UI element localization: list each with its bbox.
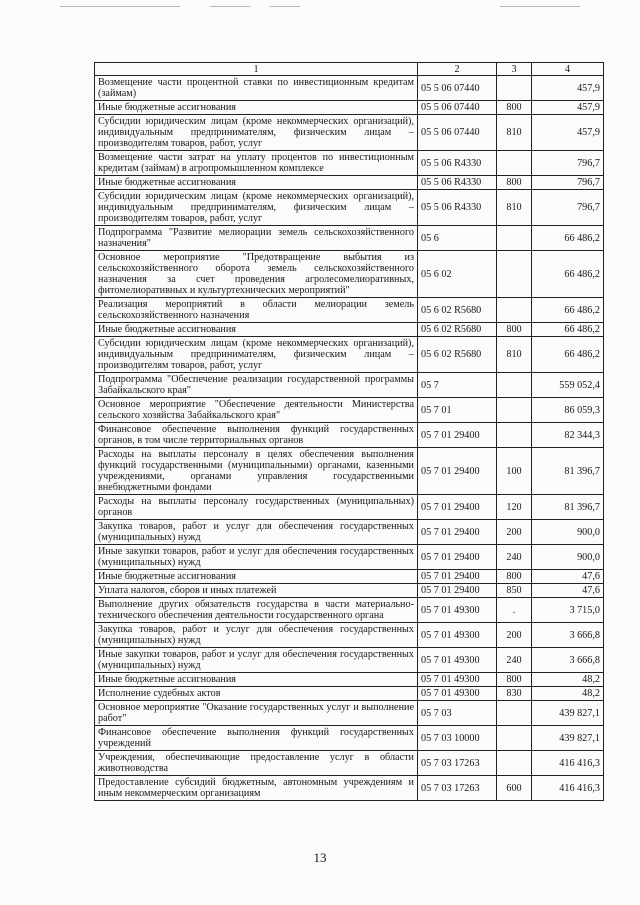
table-row bbox=[95, 115, 604, 151]
row-name-cell: Возмещение части процентной ставки по инвестиционным кредитам (займам) bbox=[95, 76, 418, 101]
row-sum-cell: 66 486,2 bbox=[532, 251, 604, 298]
row-type-cell bbox=[497, 76, 532, 101]
row-type-cell: 120 bbox=[497, 495, 532, 520]
row-sum-cell: 559 052,4 bbox=[532, 373, 604, 398]
row-sum-cell: 900,0 bbox=[532, 520, 604, 545]
row-type-cell: 800 bbox=[497, 101, 532, 115]
row-sum-cell: 82 344,3 bbox=[532, 423, 604, 448]
row-code-cell: 05 7 01 49300 bbox=[418, 598, 497, 623]
row-type-cell bbox=[497, 701, 532, 726]
row-sum-cell: 81 396,7 bbox=[532, 495, 604, 520]
row-code-cell: 05 7 01 29400 bbox=[418, 570, 497, 584]
table-row bbox=[95, 448, 604, 495]
row-sum-cell: 3 666,8 bbox=[532, 648, 604, 673]
table-row bbox=[95, 495, 604, 520]
row-sum-cell: 86 059,3 bbox=[532, 398, 604, 423]
row-sum-cell: 457,9 bbox=[532, 115, 604, 151]
row-name-cell: Иные бюджетные ассигнования bbox=[95, 673, 418, 687]
row-type-cell bbox=[497, 423, 532, 448]
scan-top-lines bbox=[60, 6, 580, 8]
row-type-cell: 800 bbox=[497, 176, 532, 190]
table-row bbox=[95, 337, 604, 373]
row-sum-cell: 48,2 bbox=[532, 673, 604, 687]
row-type-cell bbox=[497, 373, 532, 398]
row-code-cell: 05 5 06 R4330 bbox=[418, 176, 497, 190]
row-type-cell: 850 bbox=[497, 584, 532, 598]
row-code-cell: 05 7 03 10000 bbox=[418, 726, 497, 751]
row-code-cell: 05 7 03 bbox=[418, 701, 497, 726]
table-row bbox=[95, 398, 604, 423]
row-name-cell: Выполнение других обязательств государства в части материально-технического обеспечения деятельности государственного органа bbox=[95, 598, 418, 623]
row-name-cell: Предоставление субсидий бюджетным, автономным учреждениям и иным некоммерческим организациям bbox=[95, 776, 418, 801]
row-sum-cell: 3 666,8 bbox=[532, 623, 604, 648]
row-code-cell: 05 6 02 R5680 bbox=[418, 323, 497, 337]
row-name-cell: Расходы на выплаты персоналу в целях обеспечения выполнения функций государственными (муниципальными) органами, казенными учреждениями, органами управления государственными внебюджетными фондами bbox=[95, 448, 418, 495]
row-name-cell: Финансовое обеспечение выполнения функций государственных органов, в том числе территориальных органов bbox=[95, 423, 418, 448]
row-type-cell: 800 bbox=[497, 673, 532, 687]
page-number: 13 bbox=[313, 850, 327, 865]
row-code-cell: 05 6 02 R5680 bbox=[418, 337, 497, 373]
row-code-cell: 05 7 01 49300 bbox=[418, 687, 497, 701]
row-type-cell: 810 bbox=[497, 190, 532, 226]
row-name-cell: Иные бюджетные ассигнования bbox=[95, 176, 418, 190]
header-col-2: 2 bbox=[418, 63, 497, 76]
table-row bbox=[95, 701, 604, 726]
table-row bbox=[95, 648, 604, 673]
row-sum-cell: 796,7 bbox=[532, 151, 604, 176]
row-code-cell: 05 6 02 bbox=[418, 251, 497, 298]
row-name-cell: Иные бюджетные ассигнования bbox=[95, 323, 418, 337]
table-row bbox=[95, 584, 604, 598]
table-row bbox=[95, 101, 604, 115]
row-type-cell: 810 bbox=[497, 115, 532, 151]
row-sum-cell: 48,2 bbox=[532, 687, 604, 701]
row-sum-cell: 47,6 bbox=[532, 570, 604, 584]
table-row bbox=[95, 623, 604, 648]
row-type-cell: 240 bbox=[497, 545, 532, 570]
row-name-cell: Подпрограмма "Обеспечение реализации государственной программы Забайкальского края" bbox=[95, 373, 418, 398]
table-row bbox=[95, 176, 604, 190]
row-sum-cell: 796,7 bbox=[532, 190, 604, 226]
row-name-cell: Закупка товаров, работ и услуг для обеспечения государственных (муниципальных) нужд bbox=[95, 520, 418, 545]
row-type-cell bbox=[497, 726, 532, 751]
row-type-cell bbox=[497, 751, 532, 776]
header-col-4: 4 bbox=[532, 63, 604, 76]
row-code-cell: 05 5 06 07440 bbox=[418, 101, 497, 115]
row-name-cell: Возмещение части затрат на уплату процентов по инвестиционным кредитам (займам) в агропромышленном комплексе bbox=[95, 151, 418, 176]
row-sum-cell: 457,9 bbox=[532, 101, 604, 115]
row-code-cell: 05 5 06 07440 bbox=[418, 76, 497, 101]
row-sum-cell: 66 486,2 bbox=[532, 226, 604, 251]
row-type-cell: 830 bbox=[497, 687, 532, 701]
row-code-cell: 05 5 06 R4330 bbox=[418, 151, 497, 176]
table-row bbox=[95, 298, 604, 323]
row-name-cell: Основное мероприятие "Обеспечение деятельности Министерства сельского хозяйства Забайкальского края" bbox=[95, 398, 418, 423]
table-row bbox=[95, 190, 604, 226]
row-name-cell: Расходы на выплаты персоналу государственных (муниципальных) органов bbox=[95, 495, 418, 520]
table-row bbox=[95, 423, 604, 448]
row-code-cell: 05 7 01 29400 bbox=[418, 545, 497, 570]
row-name-cell: Субсидии юридическим лицам (кроме некоммерческих организаций), индивидуальным предпринимателям, физическим лицам – производителям товаров, работ, услуг bbox=[95, 337, 418, 373]
row-sum-cell: 457,9 bbox=[532, 76, 604, 101]
row-code-cell: 05 7 01 49300 bbox=[418, 673, 497, 687]
row-sum-cell: 416 416,3 bbox=[532, 776, 604, 801]
row-type-cell: 200 bbox=[497, 520, 532, 545]
row-code-cell: 05 5 06 R4330 bbox=[418, 190, 497, 226]
row-type-cell: 600 bbox=[497, 776, 532, 801]
row-name-cell: Реализация мероприятий в области мелиорации земель сельскохозяйственного назначения bbox=[95, 298, 418, 323]
table-row bbox=[95, 251, 604, 298]
table-row bbox=[95, 226, 604, 251]
table-row bbox=[95, 570, 604, 584]
table-row bbox=[95, 520, 604, 545]
row-name-cell: Финансовое обеспечение выполнения функций государственных учреждений bbox=[95, 726, 418, 751]
table-row bbox=[95, 673, 604, 687]
row-sum-cell: 66 486,2 bbox=[532, 298, 604, 323]
row-type-cell: 240 bbox=[497, 648, 532, 673]
table-row bbox=[95, 726, 604, 751]
row-code-cell: 05 7 01 29400 bbox=[418, 584, 497, 598]
row-name-cell: Субсидии юридическим лицам (кроме некоммерческих организаций), индивидуальным предпринимателям, физическим лицам – производителям товаров, работ, услуг bbox=[95, 190, 418, 226]
row-name-cell: Подпрограмма "Развитие мелиорации земель сельскохозяйственного назначения" bbox=[95, 226, 418, 251]
row-code-cell: 05 7 bbox=[418, 373, 497, 398]
table-row bbox=[95, 76, 604, 101]
row-name-cell: Исполнение судебных актов bbox=[95, 687, 418, 701]
row-sum-cell: 66 486,2 bbox=[532, 337, 604, 373]
row-name-cell: Иные бюджетные ассигнования bbox=[95, 570, 418, 584]
table-header-row bbox=[95, 63, 604, 76]
row-code-cell: 05 7 01 bbox=[418, 398, 497, 423]
header-col-1: 1 bbox=[95, 63, 418, 76]
row-name-cell: Основное мероприятие "Оказание государственных услуг и выполнение работ" bbox=[95, 701, 418, 726]
row-name-cell: Основное мероприятие "Предотвращение выбытия из сельскохозяйственного оборота земель сельскохозяйственного назначения за счет проведения агролесомелиоративных, фитомелиоративных и культуртехнических мероприятий" bbox=[95, 251, 418, 298]
row-name-cell: Учреждения, обеспечивающие предоставление услуг в области животноводства bbox=[95, 751, 418, 776]
row-code-cell: 05 7 01 29400 bbox=[418, 448, 497, 495]
row-type-cell: 200 bbox=[497, 623, 532, 648]
table-row bbox=[95, 776, 604, 801]
row-type-cell: 800 bbox=[497, 570, 532, 584]
table-row bbox=[95, 751, 604, 776]
row-type-cell: . bbox=[497, 598, 532, 623]
table-row bbox=[95, 598, 604, 623]
table-body bbox=[95, 76, 604, 801]
row-name-cell: Уплата налогов, сборов и иных платежей bbox=[95, 584, 418, 598]
row-type-cell: 800 bbox=[497, 323, 532, 337]
table-row bbox=[95, 687, 604, 701]
row-type-cell bbox=[497, 151, 532, 176]
row-code-cell: 05 6 bbox=[418, 226, 497, 251]
row-sum-cell: 439 827,1 bbox=[532, 701, 604, 726]
row-sum-cell: 439 827,1 bbox=[532, 726, 604, 751]
row-type-cell: 810 bbox=[497, 337, 532, 373]
row-type-cell bbox=[497, 226, 532, 251]
row-code-cell: 05 5 06 07440 bbox=[418, 115, 497, 151]
row-name-cell: Закупка товаров, работ и услуг для обеспечения государственных (муниципальных) нужд bbox=[95, 623, 418, 648]
row-code-cell: 05 7 01 29400 bbox=[418, 520, 497, 545]
row-code-cell: 05 7 01 29400 bbox=[418, 423, 497, 448]
table-row bbox=[95, 545, 604, 570]
row-sum-cell: 81 396,7 bbox=[532, 448, 604, 495]
row-sum-cell: 796,7 bbox=[532, 176, 604, 190]
row-code-cell: 05 7 03 17263 bbox=[418, 751, 497, 776]
row-code-cell: 05 7 01 49300 bbox=[418, 648, 497, 673]
row-sum-cell: 66 486,2 bbox=[532, 323, 604, 337]
row-sum-cell: 47,6 bbox=[532, 584, 604, 598]
row-code-cell: 05 6 02 R5680 bbox=[418, 298, 497, 323]
row-type-cell: 100 bbox=[497, 448, 532, 495]
table-row bbox=[95, 151, 604, 176]
row-code-cell: 05 7 01 49300 bbox=[418, 623, 497, 648]
table-row bbox=[95, 373, 604, 398]
row-sum-cell: 3 715,0 bbox=[532, 598, 604, 623]
row-type-cell bbox=[497, 298, 532, 323]
row-code-cell: 05 7 03 17263 bbox=[418, 776, 497, 801]
row-code-cell: 05 7 01 29400 bbox=[418, 495, 497, 520]
row-sum-cell: 900,0 bbox=[532, 545, 604, 570]
row-sum-cell: 416 416,3 bbox=[532, 751, 604, 776]
row-type-cell bbox=[497, 398, 532, 423]
row-name-cell: Субсидии юридическим лицам (кроме некоммерческих организаций), индивидуальным предпринимателям, физическим лицам – производителям товаров, работ, услуг bbox=[95, 115, 418, 151]
row-type-cell bbox=[497, 251, 532, 298]
header-col-3: 3 bbox=[497, 63, 532, 76]
row-name-cell: Иные закупки товаров, работ и услуг для обеспечения государственных (муниципальных) нужд bbox=[95, 545, 418, 570]
budget-table bbox=[94, 62, 604, 801]
row-name-cell: Иные бюджетные ассигнования bbox=[95, 101, 418, 115]
table-row bbox=[95, 323, 604, 337]
row-name-cell: Иные закупки товаров, работ и услуг для обеспечения государственных (муниципальных) нужд bbox=[95, 648, 418, 673]
